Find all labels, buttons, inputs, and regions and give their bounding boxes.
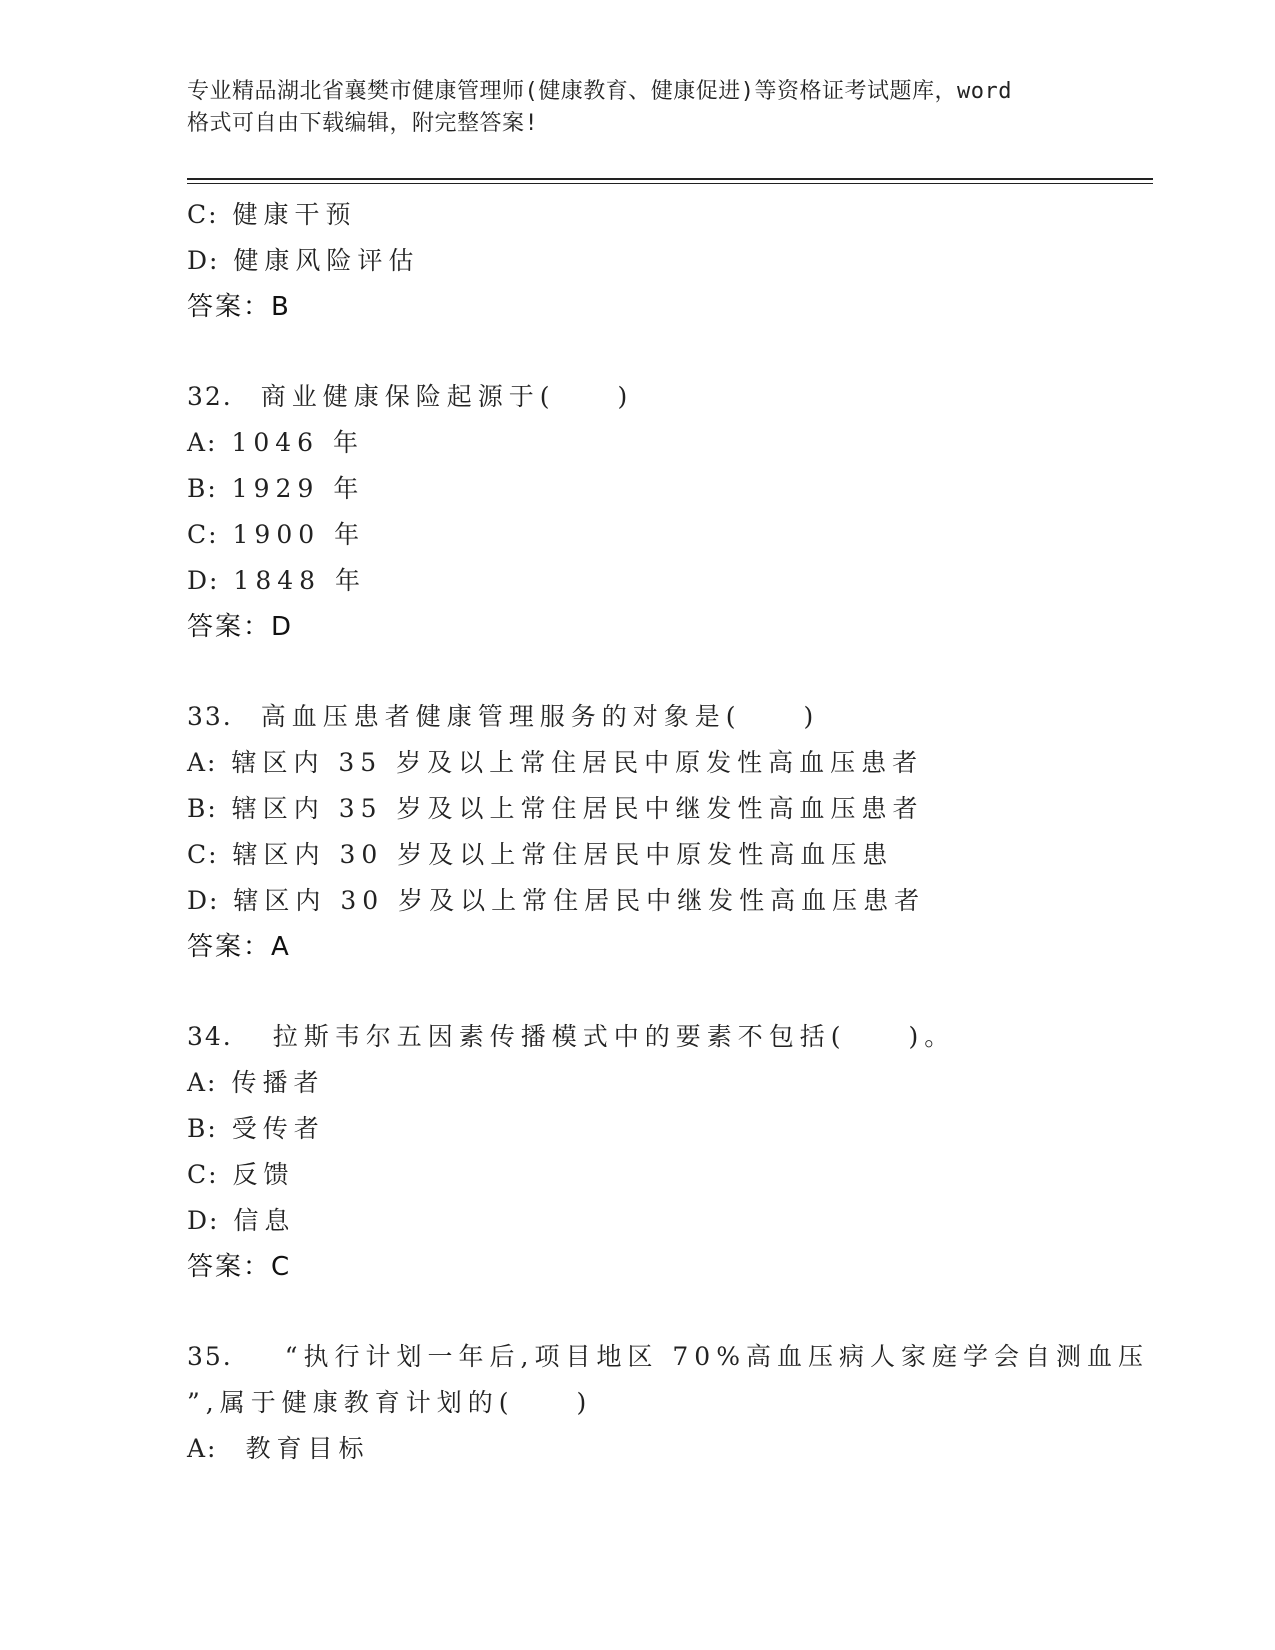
option-label: B: xyxy=(187,1114,218,1143)
question-text: 拉斯韦尔五因素传播模式中的要素不包括( )。 xyxy=(272,1022,956,1051)
header-line-2: 格式可自由下载编辑，附完整答案! xyxy=(187,111,539,136)
option-d xyxy=(187,558,1147,604)
option-text: 传播者 xyxy=(231,1068,325,1097)
spacer xyxy=(187,330,1147,374)
option-b xyxy=(187,466,1147,512)
option-text: 1046 年 xyxy=(231,428,365,457)
option-a xyxy=(187,1426,1147,1472)
header-divider-thick xyxy=(187,178,1153,180)
option-d xyxy=(187,238,1147,284)
page-header xyxy=(187,76,1107,140)
answer-line: 答案：A xyxy=(187,932,291,962)
question-stem xyxy=(187,1334,1147,1380)
option-label: B: xyxy=(187,474,218,503)
option-text: 辖区内 35 岁及以上常住居民中原发性高血压患者 xyxy=(231,748,924,777)
option-a xyxy=(187,1060,1147,1106)
option-a xyxy=(187,420,1147,466)
spacer xyxy=(187,650,1147,694)
option-text: 教育目标 xyxy=(245,1434,370,1463)
option-c xyxy=(187,832,1147,878)
option-label: C: xyxy=(187,200,219,229)
answer-line: 答案：D xyxy=(187,612,294,642)
question-text-line-1: “执行计划一年后,项目地区 70%高血压病人家庭学会自测血压 xyxy=(284,1342,1149,1371)
header-line-1: 专业精品湖北省襄樊市健康管理师(健康教育、健康促进)等资格证考试题库，word xyxy=(187,79,1012,104)
question-text: 商业健康保险起源于( ) xyxy=(260,382,634,411)
option-text: 辖区内 30 岁及以上常住居民中原发性高血压患 xyxy=(232,840,894,869)
option-text: 1848 年 xyxy=(233,566,366,595)
option-label: C: xyxy=(187,520,219,549)
question-number: 33. xyxy=(187,702,233,731)
option-b xyxy=(187,1106,1147,1152)
question-number: 32. xyxy=(187,382,233,411)
option-label: A: xyxy=(187,428,218,457)
option-c xyxy=(187,1152,1147,1198)
option-text: 健康风险评估 xyxy=(233,246,420,275)
question-list xyxy=(187,192,1147,1472)
option-b xyxy=(187,786,1147,832)
option-text: 反馈 xyxy=(232,1160,295,1189)
option-label: D: xyxy=(187,246,220,275)
option-c xyxy=(187,512,1147,558)
option-label: A: xyxy=(187,1068,218,1097)
question-text-line-2: ”,属于健康教育计划的( ) xyxy=(187,1388,593,1417)
question-text: 高血压患者健康管理服务的对象是( ) xyxy=(260,702,820,731)
answer-line: 答案：B xyxy=(187,292,291,322)
option-text: 辖区内 35 岁及以上常住居民中继发性高血压患者 xyxy=(231,794,924,823)
option-d xyxy=(187,1198,1147,1244)
option-label: C: xyxy=(187,1160,219,1189)
question-stem-continued xyxy=(187,1380,1147,1426)
header-divider-thin xyxy=(187,183,1153,184)
option-text: 信息 xyxy=(233,1206,296,1235)
question-stem xyxy=(187,374,1147,420)
spacer xyxy=(187,970,1147,1014)
answer-line: 答案：C xyxy=(187,1252,292,1282)
option-label: A: xyxy=(187,1434,218,1463)
option-a xyxy=(187,740,1147,786)
question-stem xyxy=(187,694,1147,740)
option-text: 受传者 xyxy=(231,1114,325,1143)
option-label: B: xyxy=(187,794,218,823)
option-label: A: xyxy=(187,748,218,777)
option-label: C: xyxy=(187,840,219,869)
question-number: 34. xyxy=(187,1022,233,1051)
question-stem xyxy=(187,1014,1147,1060)
option-text: 1929 年 xyxy=(231,474,365,503)
question-number: 35. xyxy=(187,1342,233,1371)
option-text: 1900 年 xyxy=(232,520,366,549)
option-d xyxy=(187,878,1147,924)
spacer xyxy=(187,1290,1147,1334)
option-label: D: xyxy=(187,886,220,915)
option-text: 健康干预 xyxy=(232,200,357,229)
option-text: 辖区内 30 岁及以上常住居民中继发性高血压患者 xyxy=(233,886,926,915)
option-label: D: xyxy=(187,566,220,595)
option-c xyxy=(187,192,1147,238)
option-label: D: xyxy=(187,1206,220,1235)
